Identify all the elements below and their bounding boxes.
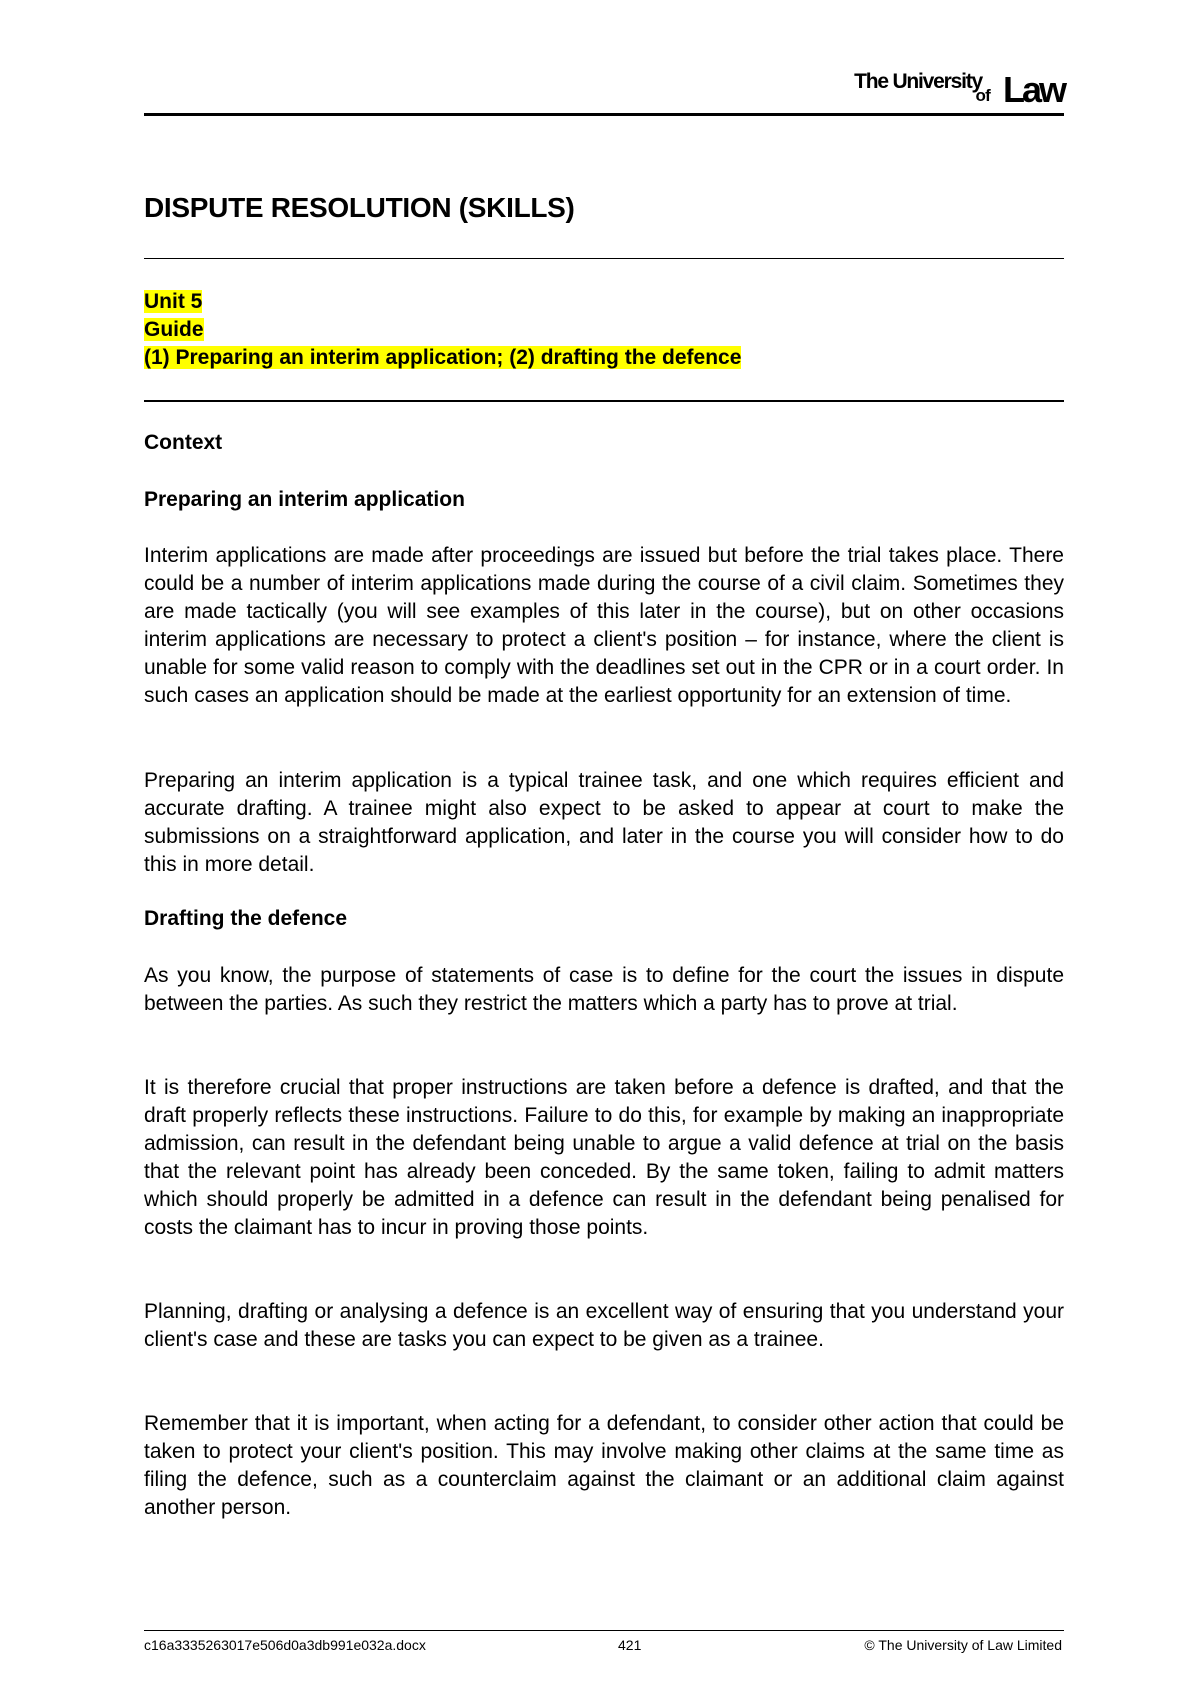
document-title: DISPUTE RESOLUTION (SKILLS) <box>144 192 575 223</box>
heading-context: Context <box>144 431 223 454</box>
unit-heading-block <box>144 288 741 372</box>
unit-subtitle: (1) Preparing an interim application; (2) drafting the defence <box>144 346 742 369</box>
guide-label: Guide <box>144 318 204 341</box>
footer-filename: c16a3335263017e506d0a3db991e032a.docx <box>144 1637 426 1653</box>
logo-text-law: Law <box>1002 69 1064 110</box>
paragraph-defence-2: It is therefore crucial that proper instructions are taken before a defence is drafted, and that the draft properly reflects these instructions. Failure to do this, for example by making an inappropriate admission, can result in the defendant being unable to argue a valid defence at trial on the basis that the relevant point has already been conceded. By the same token, failing to admit matters which should properly be admitted in a defence can result in the defendant being penalised for costs the claimant has to incur in proving those points. <box>144 1076 1064 1239</box>
unit-label: Unit 5 <box>144 290 203 313</box>
title-divider <box>144 258 1064 259</box>
heading-drafting-defence: Drafting the defence <box>144 907 348 930</box>
header-divider <box>144 113 1064 116</box>
heading-interim-application: Preparing an interim application <box>144 488 465 511</box>
paragraph-defence-3: Planning, drafting or analysing a defence is an excellent way of ensuring that you understand your client's case and these are tasks you can expect to be given as a trainee. <box>144 1300 1064 1351</box>
paragraph-defence-4: Remember that it is important, when acting for a defendant, to consider other action that could be taken to protect your client's position. This may involve making other claims at the same time as filing the defence, such as a counterclaim against the claimant or an additional claim against another person. <box>144 1412 1064 1519</box>
logo-text-university: The University <box>854 70 982 93</box>
paragraph-defence-1: As you know, the purpose of statements of case is to define for the court the issues in dispute between the parties. As such they restrict the matters which a party has to prove at trial. <box>144 964 1064 1015</box>
unit-divider <box>144 400 1064 402</box>
paragraph-interim-2: Preparing an interim application is a typical trainee task, and one which requires efficient and accurate drafting. A trainee might also expect to be asked to appear at court to make the submissions on a straightforward application, and later in the course you will consider how to do this in more detail. <box>144 769 1064 876</box>
university-of-law-logo <box>854 66 1064 110</box>
footer-copyright: © The University of Law Limited <box>864 1637 1062 1653</box>
logo-text-of: of <box>975 86 990 105</box>
footer-page-number: 421 <box>618 1637 642 1653</box>
paragraph-interim-1: Interim applications are made after proceedings are issued but before the trial takes place. There could be a number of interim applications made during the course of a civil claim. Sometimes they are made tactically (you will see examples of this later in the course), but on other occasions interim applications are necessary to protect a client's position – for instance, where the client is unable for some valid reason to comply with the deadlines set out in the CPR or in a court order. In such cases an application should be made at the earliest opportunity for an extension of time. <box>144 544 1064 707</box>
footer-divider <box>144 1630 1064 1631</box>
